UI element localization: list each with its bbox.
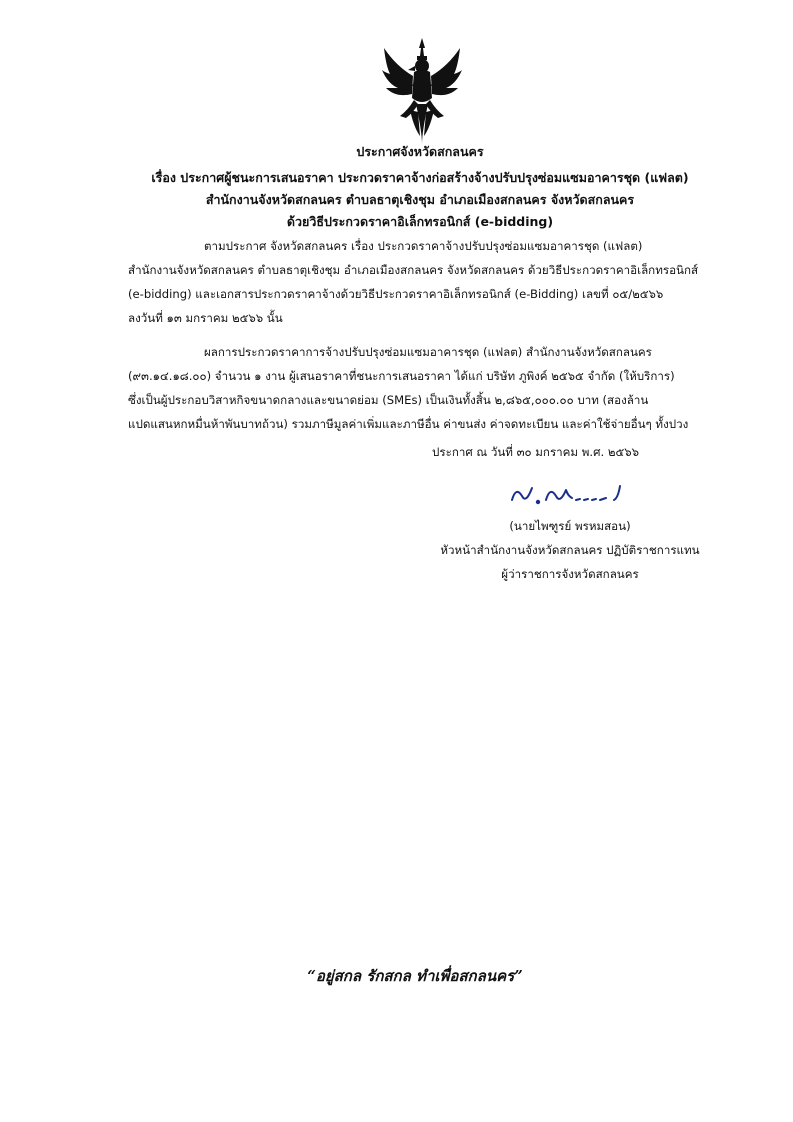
subject-line-2: สำนักงานจังหวัดสกลนคร ตำบลธาตุเชิงชุม อำเภอเมืองสกลนคร จังหวัดสกลนคร — [205, 192, 635, 207]
org-title: ประกาศจังหวัดสกลนคร — [356, 144, 484, 159]
paragraph-line: ตามประกาศ จังหวัดสกลนคร เรื่อง ประกวดราคาจ้างปรับปรุงซ่อมแซมอาคารชุด (แฟลต) — [204, 239, 643, 253]
signer-position: หัวหน้าสำนักงานจังหวัดสกลนคร ปฏิบัติราชการแทน — [440, 543, 700, 557]
subject-line-1: เรื่อง ประกาศผู้ชนะการเสนอราคา ประกวดราคาจ้างก่อสร้างจ้างปรับปรุงซ่อมแซมอาคารชุด (แฟลต) — [151, 170, 689, 185]
subject-line-3: ด้วยวิธีประกวดราคาอิเล็กทรอนิกส์ (e-bidding) — [286, 214, 554, 229]
paragraph-line: ผลการประกวดราคาการจ้างปรับปรุงซ่อมแซมอาคารชุด (แฟลต) สำนักงานจังหวัดสกลนคร — [204, 345, 652, 359]
paragraph-reference — [128, 234, 710, 330]
paragraph-line: ลงวันที่ ๑๓ มกราคม ๒๕๖๖ นั้น — [128, 311, 283, 325]
signer-position-2: ผู้ว่าราชการจังหวัดสกลนคร — [501, 567, 639, 581]
announce-date: ประกาศ ณ วันที่ ๓๐ มกราคม พ.ศ. ๒๕๖๖ — [432, 445, 639, 459]
paragraph-line: (e-bidding) และเอกสารประกวดราคาจ้างด้วยวิธีประกวดราคาอิเล็กทรอนิกส์ (e-Bidding) เลขที่ ๐๕/๒๕๖๖ — [128, 287, 664, 301]
handwritten-signature — [506, 478, 646, 512]
garuda-emblem-icon — [380, 36, 464, 148]
province-slogan: “อยู่สกล รักสกล ทำเพื่อสกลนคร” — [307, 967, 523, 985]
paragraph-line: ซึ่งเป็นผู้ประกอบวิสาหกิจขนาดกลางและขนาดย่อม (SMEs) เป็นเงินทั้งสิ้น ๒,๘๖๕,๐๐๐.๐๐ บาท (สองล้าน — [128, 393, 649, 407]
paragraph-line: สำนักงานจังหวัดสกลนคร ตำบลธาตุเชิงชุม อำเภอเมืองสกลนคร จังหวัดสกลนคร ด้วยวิธีประกวดราคาอิเล็กทรอนิกส์ — [128, 263, 699, 277]
paragraph-result — [128, 340, 710, 436]
paragraph-line: แปดแสนหกหมื่นห้าพันบาทถ้วน) รวมภาษีมูลค่าเพิ่มและภาษีอื่น ค่าขนส่ง ค่าจดทะเบียน และค่าใช้จ่ายอื่นๆ ทั้งปวง — [128, 417, 689, 431]
signer-name: (นายไพฑูรย์ พรหมสอน) — [509, 519, 631, 533]
paragraph-line: (๙๓.๑๔.๑๘.๐๐) จำนวน ๑ งาน ผู้เสนอราคาที่ชนะการเสนอราคา ได้แก่ บริษัท ภูพิงค์ ๒๕๖๕ จำกัด (ให้บริการ) — [128, 369, 675, 383]
